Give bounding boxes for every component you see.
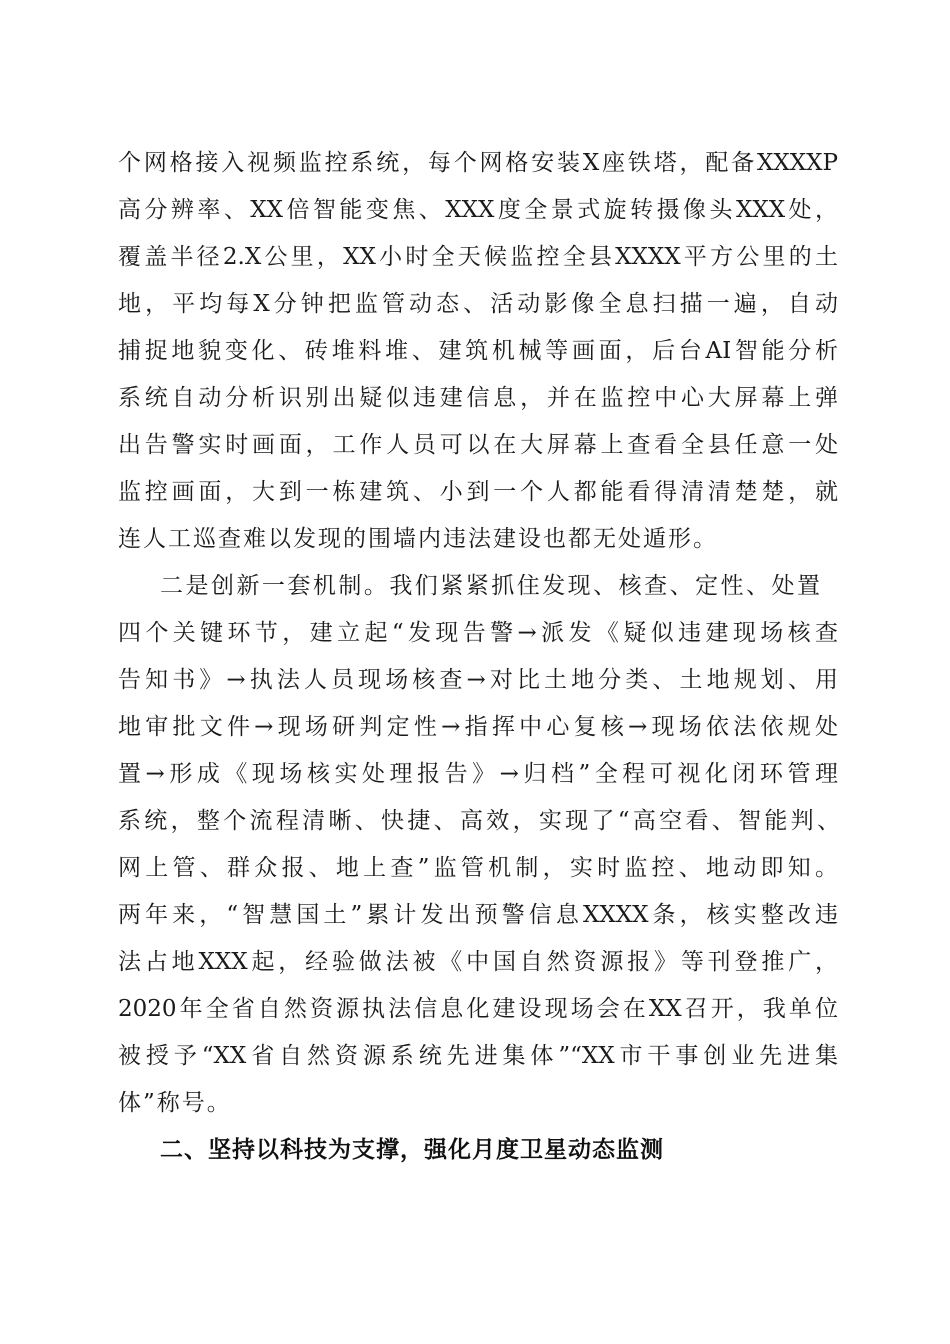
text-line: 二是创新一套机制。我们紧紧抓住发现、核查、定性、处置 (160, 573, 820, 599)
text-line: 置→形成《现场核实处理报告》→归档”全程可视化闭环管理 (118, 761, 838, 787)
text-line: 覆盖半径2.X公里，XX小时全天候监控全县XXXX平方公里的土 (118, 244, 838, 270)
text-line: 系统自动分析识别出疑似违建信息，并在监控中心大屏幕上弹 (118, 385, 838, 411)
text-line: 体”称号。 (118, 1090, 232, 1116)
text-line: 个网格接入视频监控系统，每个网格安装X座铁塔，配备XXXXP (118, 150, 838, 176)
text-line: 监控画面，大到一栋建筑、小到一个人都能看得清清楚楚，就 (118, 479, 838, 505)
text-line: 连人工巡查难以发现的围墙内违法建设也都无处遁形。 (118, 526, 718, 552)
text-line: 系统，整个流程清晰、快捷、高效，实现了“高空看、智能判、 (118, 808, 840, 834)
text-line: 2020年全省自然资源执法信息化建设现场会在XX召开，我单位 (118, 996, 838, 1022)
text-line: 两年来，“智慧国土”累计发出预警信息XXXX条，核实整改违 (118, 902, 838, 928)
text-line: 网上管、群众报、地上查”监管机制，实时监控、地动即知。 (118, 855, 838, 881)
text-line: 四个关键环节，建立起“发现告警→派发《疑似违建现场核查 (118, 620, 838, 646)
text-line: 地，平均每X分钟把监管动态、活动影像全息扫描一遍，自动 (118, 291, 838, 317)
text-line: 被授予“XX省自然资源系统先进集体”“XX市干事创业先进集 (118, 1043, 838, 1069)
text-line: 告知书》→执法人员现场核查→对比土地分类、土地规划、用 (118, 667, 838, 693)
text-line: 法占地XXX起，经验做法被《中国自然资源报》等刊登推广， (118, 949, 838, 975)
text-line: 出告警实时画面，工作人员可以在大屏幕上查看全县任意一处 (118, 432, 838, 458)
section-heading: 二、坚持以科技为支撑，强化月度卫星动态监测 (160, 1137, 664, 1163)
text-line: 捕捉地貌变化、砖堆料堆、建筑机械等画面，后台AI智能分析 (118, 338, 838, 364)
text-line: 高分辨率、XX倍智能变焦、XXX度全景式旋转摄像头XXX处， (118, 197, 838, 223)
text-line: 地审批文件→现场研判定性→指挥中心复核→现场依法依规处 (118, 714, 838, 740)
